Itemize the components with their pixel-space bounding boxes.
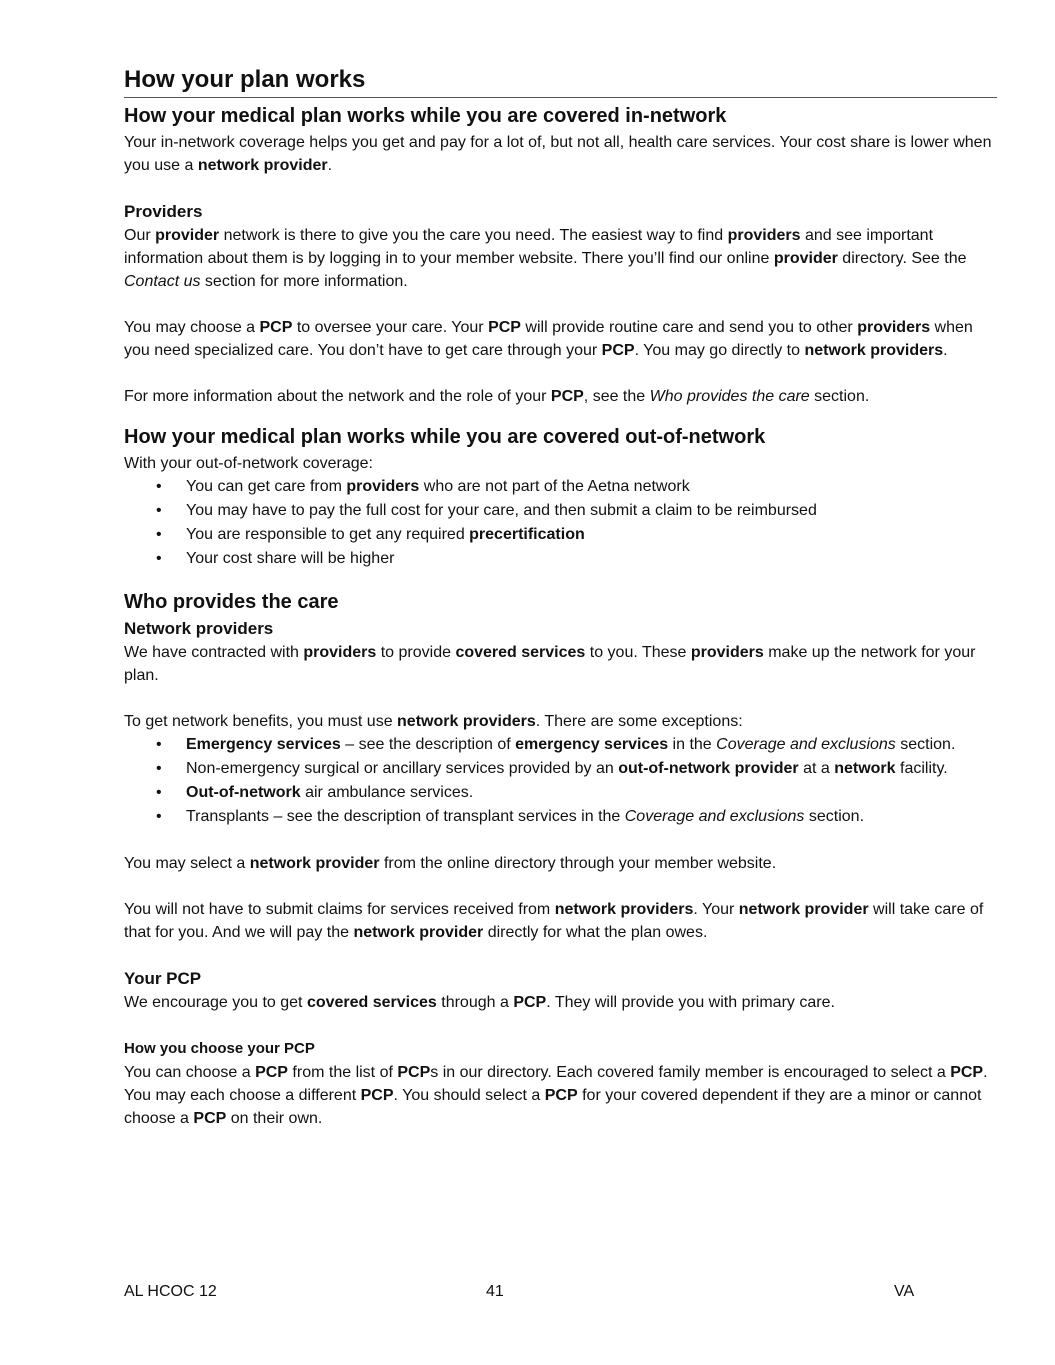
bullet-icon: • — [156, 478, 162, 495]
list-item: • You are responsible to get any required precertification — [124, 523, 996, 546]
network-providers-heading: Network providers — [124, 619, 274, 638]
list-item: • Emergency services – see the description of emergency services in the Coverage and exclusions section. — [124, 733, 996, 756]
bullet-icon: • — [156, 784, 162, 801]
network-providers-paragraph-4: You will not have to submit claims for services received from network providers. Your network provider will take care of that for you. And we will pay the network provider directly for what the plan owes. — [124, 901, 984, 941]
providers-paragraph-1: Our provider network is there to give you the care you need. The easiest way to find providers and see important information about them is by logging in to your member website. There you’ll find our online provider directory. See the Contact us section for more information. — [124, 227, 967, 290]
who-provides-heading: Who provides the care — [124, 591, 339, 613]
bullet-icon: • — [156, 808, 162, 825]
bullet-icon: • — [156, 736, 162, 753]
your-pcp-paragraph-1: We encourage you to get covered services through a PCP. They will provide you with primary care. — [124, 994, 835, 1011]
providers-heading: Providers — [124, 202, 203, 221]
bullet-icon: • — [156, 502, 162, 519]
bullet-icon: • — [156, 550, 162, 567]
providers-paragraph-3: For more information about the network and the role of your PCP, see the Who provides the care section. — [124, 388, 870, 405]
list-item: • Non-emergency surgical or ancillary services provided by an out-of-network provider at a network facility. — [124, 757, 996, 780]
out-network-heading: How your medical plan works while you are covered out-of-network — [124, 426, 766, 448]
footer-state: VA — [894, 1283, 915, 1300]
footer-document-code: AL HCOC 12 — [124, 1283, 217, 1300]
out-network-intro: With your out-of-network coverage: — [124, 455, 373, 472]
exceptions-list — [124, 733, 996, 828]
in-network-intro: Your in-network coverage helps you get and pay for a lot of, but not all, health care services. Your cost share is lower when you use a network provider. — [124, 134, 992, 174]
providers-paragraph-2: You may choose a PCP to oversee your care. Your PCP will provide routine care and send you to other providers when you need specialized care. You don’t have to get care through your PCP. You may go directly to network providers. — [124, 319, 973, 359]
your-pcp-heading: Your PCP — [124, 969, 202, 988]
list-item: • Your cost share will be higher — [124, 547, 996, 570]
bullet-icon: • — [156, 526, 162, 543]
document-page — [124, 64, 996, 1130]
list-item: • Out-of-network air ambulance services. — [124, 781, 996, 804]
list-item: • You may have to pay the full cost for your care, and then submit a claim to be reimbursed — [124, 499, 996, 522]
list-item: • Transplants – see the description of transplant services in the Coverage and exclusions section. — [124, 805, 996, 828]
in-network-heading: How your medical plan works while you are covered in-network — [124, 105, 727, 127]
bullet-icon: • — [156, 760, 162, 777]
network-providers-paragraph-1: We have contracted with providers to provide covered services to you. These providers make up the network for your plan. — [124, 644, 976, 684]
page-title: How your plan works — [124, 64, 997, 98]
list-item: • You can get care from providers who are not part of the Aetna network — [124, 475, 996, 498]
choose-pcp-heading: How you choose your PCP — [124, 1040, 315, 1057]
footer-page-number: 41 — [486, 1283, 504, 1300]
out-network-list — [124, 475, 996, 570]
network-providers-paragraph-2: To get network benefits, you must use network providers. There are some exceptions: — [124, 713, 743, 730]
choose-pcp-paragraph: You can choose a PCP from the list of PCPs in our directory. Each covered family member is encouraged to select a PCP. You may each choose a different PCP. You should select a PCP for your covered dependent if they are a minor or cannot choose a PCP on their own. — [124, 1064, 988, 1127]
network-providers-paragraph-3: You may select a network provider from the online directory through your member website. — [124, 855, 777, 872]
